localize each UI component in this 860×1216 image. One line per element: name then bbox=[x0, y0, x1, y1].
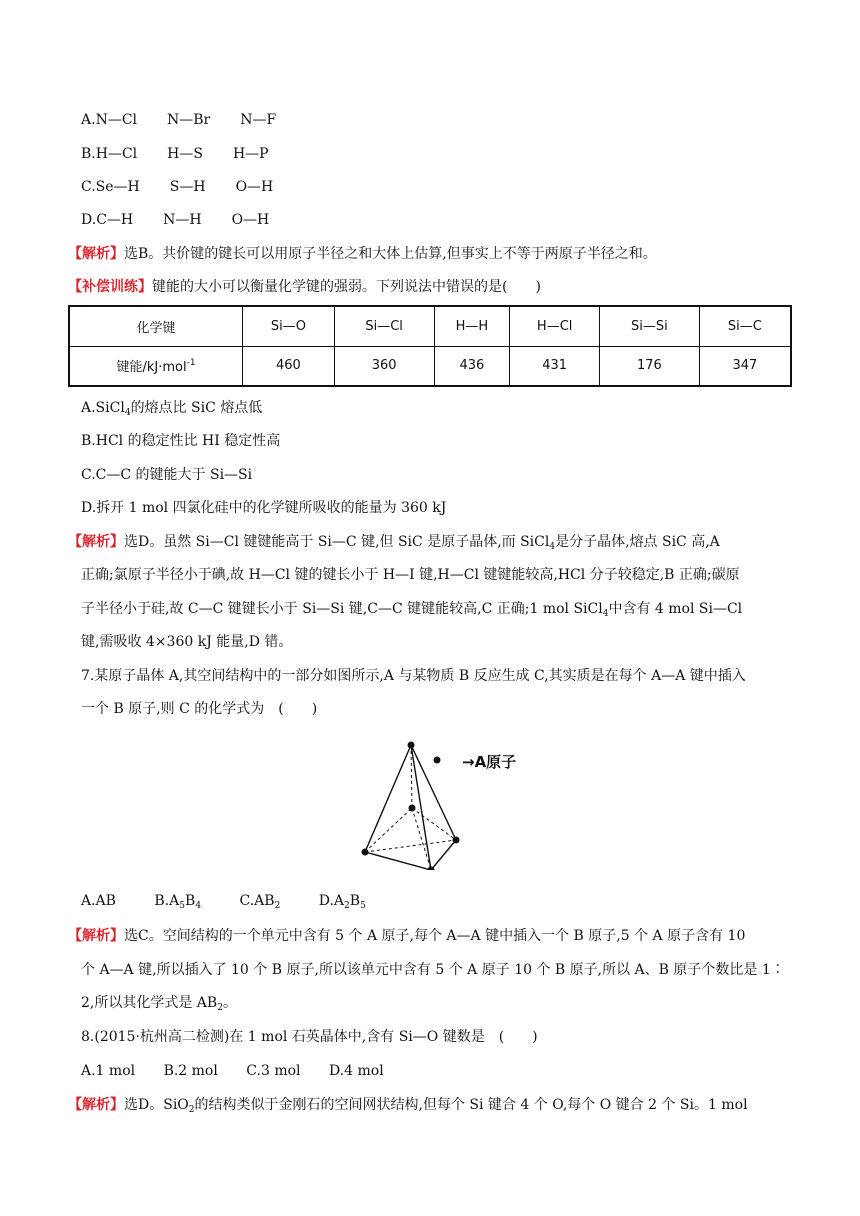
q8-options bbox=[81, 1061, 384, 1081]
analysis-tag: 【解析】 bbox=[68, 1097, 124, 1113]
supp-analysis-line-2: 正确;氯原子半径小于碘,故 H—Cl 键的键长小于 H—I 键,H—Cl 键键能较高,HCl 分子较稳定,B 正确;碳原 bbox=[81, 567, 740, 583]
q8-option-a: A.1 mol bbox=[81, 1063, 136, 1079]
table-header-cell: Si—C bbox=[699, 306, 791, 346]
figure-label: →A原子 bbox=[462, 753, 517, 771]
q7-stem-line-2: 一个 B 原子,则 C 的化学式为 ( ) bbox=[81, 701, 318, 717]
q7-option-b: $B.A_5B_4$ bbox=[154, 893, 202, 911]
supp-option-c: C.C—C 的键能大于 Si—Si bbox=[81, 467, 253, 483]
atom-dot bbox=[362, 849, 369, 856]
atom-dot bbox=[408, 742, 415, 749]
table-cell: 460 bbox=[243, 346, 335, 386]
table-cell: 431 bbox=[510, 346, 600, 386]
q8-option-d: D.4 mol bbox=[328, 1063, 384, 1079]
analysis-tag: 【解析】 bbox=[68, 534, 124, 550]
q7-option-a: A.AB bbox=[81, 893, 116, 909]
supp-analysis-line-4: 键,需吸收 4×360 kJ 能量,D 错。 bbox=[81, 634, 293, 650]
table-cell: 347 bbox=[699, 346, 791, 386]
q8-option-b: B.2 mol bbox=[163, 1063, 218, 1079]
supplement-question: 【补偿训练】键能的大小可以衡量化学键的强弱。下列说法中错误的是( ) bbox=[68, 279, 541, 295]
q7-option-d: $D.A_2B_5$ bbox=[318, 893, 366, 911]
supp-option-a: A.SiCl$_4$的熔点比 SiC 熔点低 bbox=[81, 400, 263, 418]
q7-options bbox=[81, 891, 366, 916]
supp-analysis-line-3: 子半径小于硅,故 C—C 键键长小于 Si—Si 键,C—C 键键能较高,C 正确;1 mol SiCl$_4$中含有 4 mol Si—Cl bbox=[81, 601, 743, 619]
table-cell: 176 bbox=[600, 346, 700, 386]
table-header-cell: H—H bbox=[434, 306, 510, 346]
q8-stem: 8.(2015·杭州高二检测)在 1 mol 石英晶体中,含有 Si—O 键数是 ( ) bbox=[81, 1029, 538, 1045]
atom-dot bbox=[453, 837, 460, 844]
bond-energy-table bbox=[68, 305, 792, 387]
table-header-cell: 化学键 bbox=[69, 306, 243, 346]
q8-option-c: C.3 mol bbox=[246, 1063, 301, 1079]
table-header-cell: Si—Si bbox=[600, 306, 700, 346]
analysis-tag: 【解析】 bbox=[68, 928, 124, 944]
supp-option-d: D.拆开 1 mol 四氯化硅中的化学键所吸收的能量为 360 kJ bbox=[81, 500, 447, 516]
q7-analysis-line-1: 【解析】选C。空间结构的一个单元中含有 5 个 A 原子,每个 A—A 键中插入一个 B 原子,5 个 A 原子含有 10 bbox=[68, 928, 746, 944]
table-header-row bbox=[69, 306, 791, 346]
row-label-cell: 键能/kJ·mol$^{-1}$ bbox=[69, 346, 243, 386]
q6-option-d: D.C—H N—H O—H bbox=[81, 212, 270, 228]
table-header-cell: Si—Cl bbox=[334, 306, 434, 346]
table-row bbox=[69, 346, 791, 386]
supp-option-b: B.HCl 的稳定性比 HI 稳定性高 bbox=[81, 433, 281, 449]
table-header-cell: H—Cl bbox=[510, 306, 600, 346]
q8-analysis: 【解析】选D。SiO$_2$的结构类似于金刚石的空间网状结构,但每个 Si 键合 4 个 O,每个 O 键合 2 个 Si。1 mol bbox=[68, 1097, 748, 1115]
q6-option-c: C.Se—H S—H O—H bbox=[81, 179, 274, 195]
q6-option-b: B.H—Cl H—S H—P bbox=[81, 146, 269, 162]
supplement-tag: 【补偿训练】 bbox=[68, 279, 152, 295]
table-cell: 436 bbox=[434, 346, 510, 386]
q7-analysis-line-2: 个 A—A 键,所以插入了 10 个 B 原子,所以该单元中含有 5 个 A 原子 10 个 B 原子,所以 A、B 原子个数比是 1∶ bbox=[81, 962, 785, 978]
analysis-tag: 【解析】 bbox=[68, 246, 124, 262]
legend-dot bbox=[434, 757, 441, 764]
table-header-cell: Si—O bbox=[243, 306, 335, 346]
q6-option-a: A.N—Cl N—Br N—F bbox=[81, 112, 277, 128]
supp-analysis-line-1: 【解析】选D。虽然 Si—Cl 键键能高于 Si—C 键,但 SiC 是原子晶体,而 SiCl$_4$是分子晶体,熔点 SiC 高,A bbox=[68, 534, 720, 552]
q7-stem-line-1: 7.某原子晶体 A,其空间结构中的一部分如图所示,A 与某物质 B 反应生成 C,其实质是在每个 A—A 键中插入 bbox=[81, 668, 746, 684]
q6-analysis: 【解析】选B。共价键的键长可以用原子半径之和大体上估算,但事实上不等于两原子半径之和。 bbox=[68, 246, 657, 262]
atom-dot bbox=[409, 805, 416, 812]
q7-analysis-line-3: 2,所以其化学式是 $AB_2$。 bbox=[81, 995, 237, 1013]
table-cell: 360 bbox=[334, 346, 434, 386]
q7-option-c: $C.AB_2$ bbox=[239, 893, 281, 911]
